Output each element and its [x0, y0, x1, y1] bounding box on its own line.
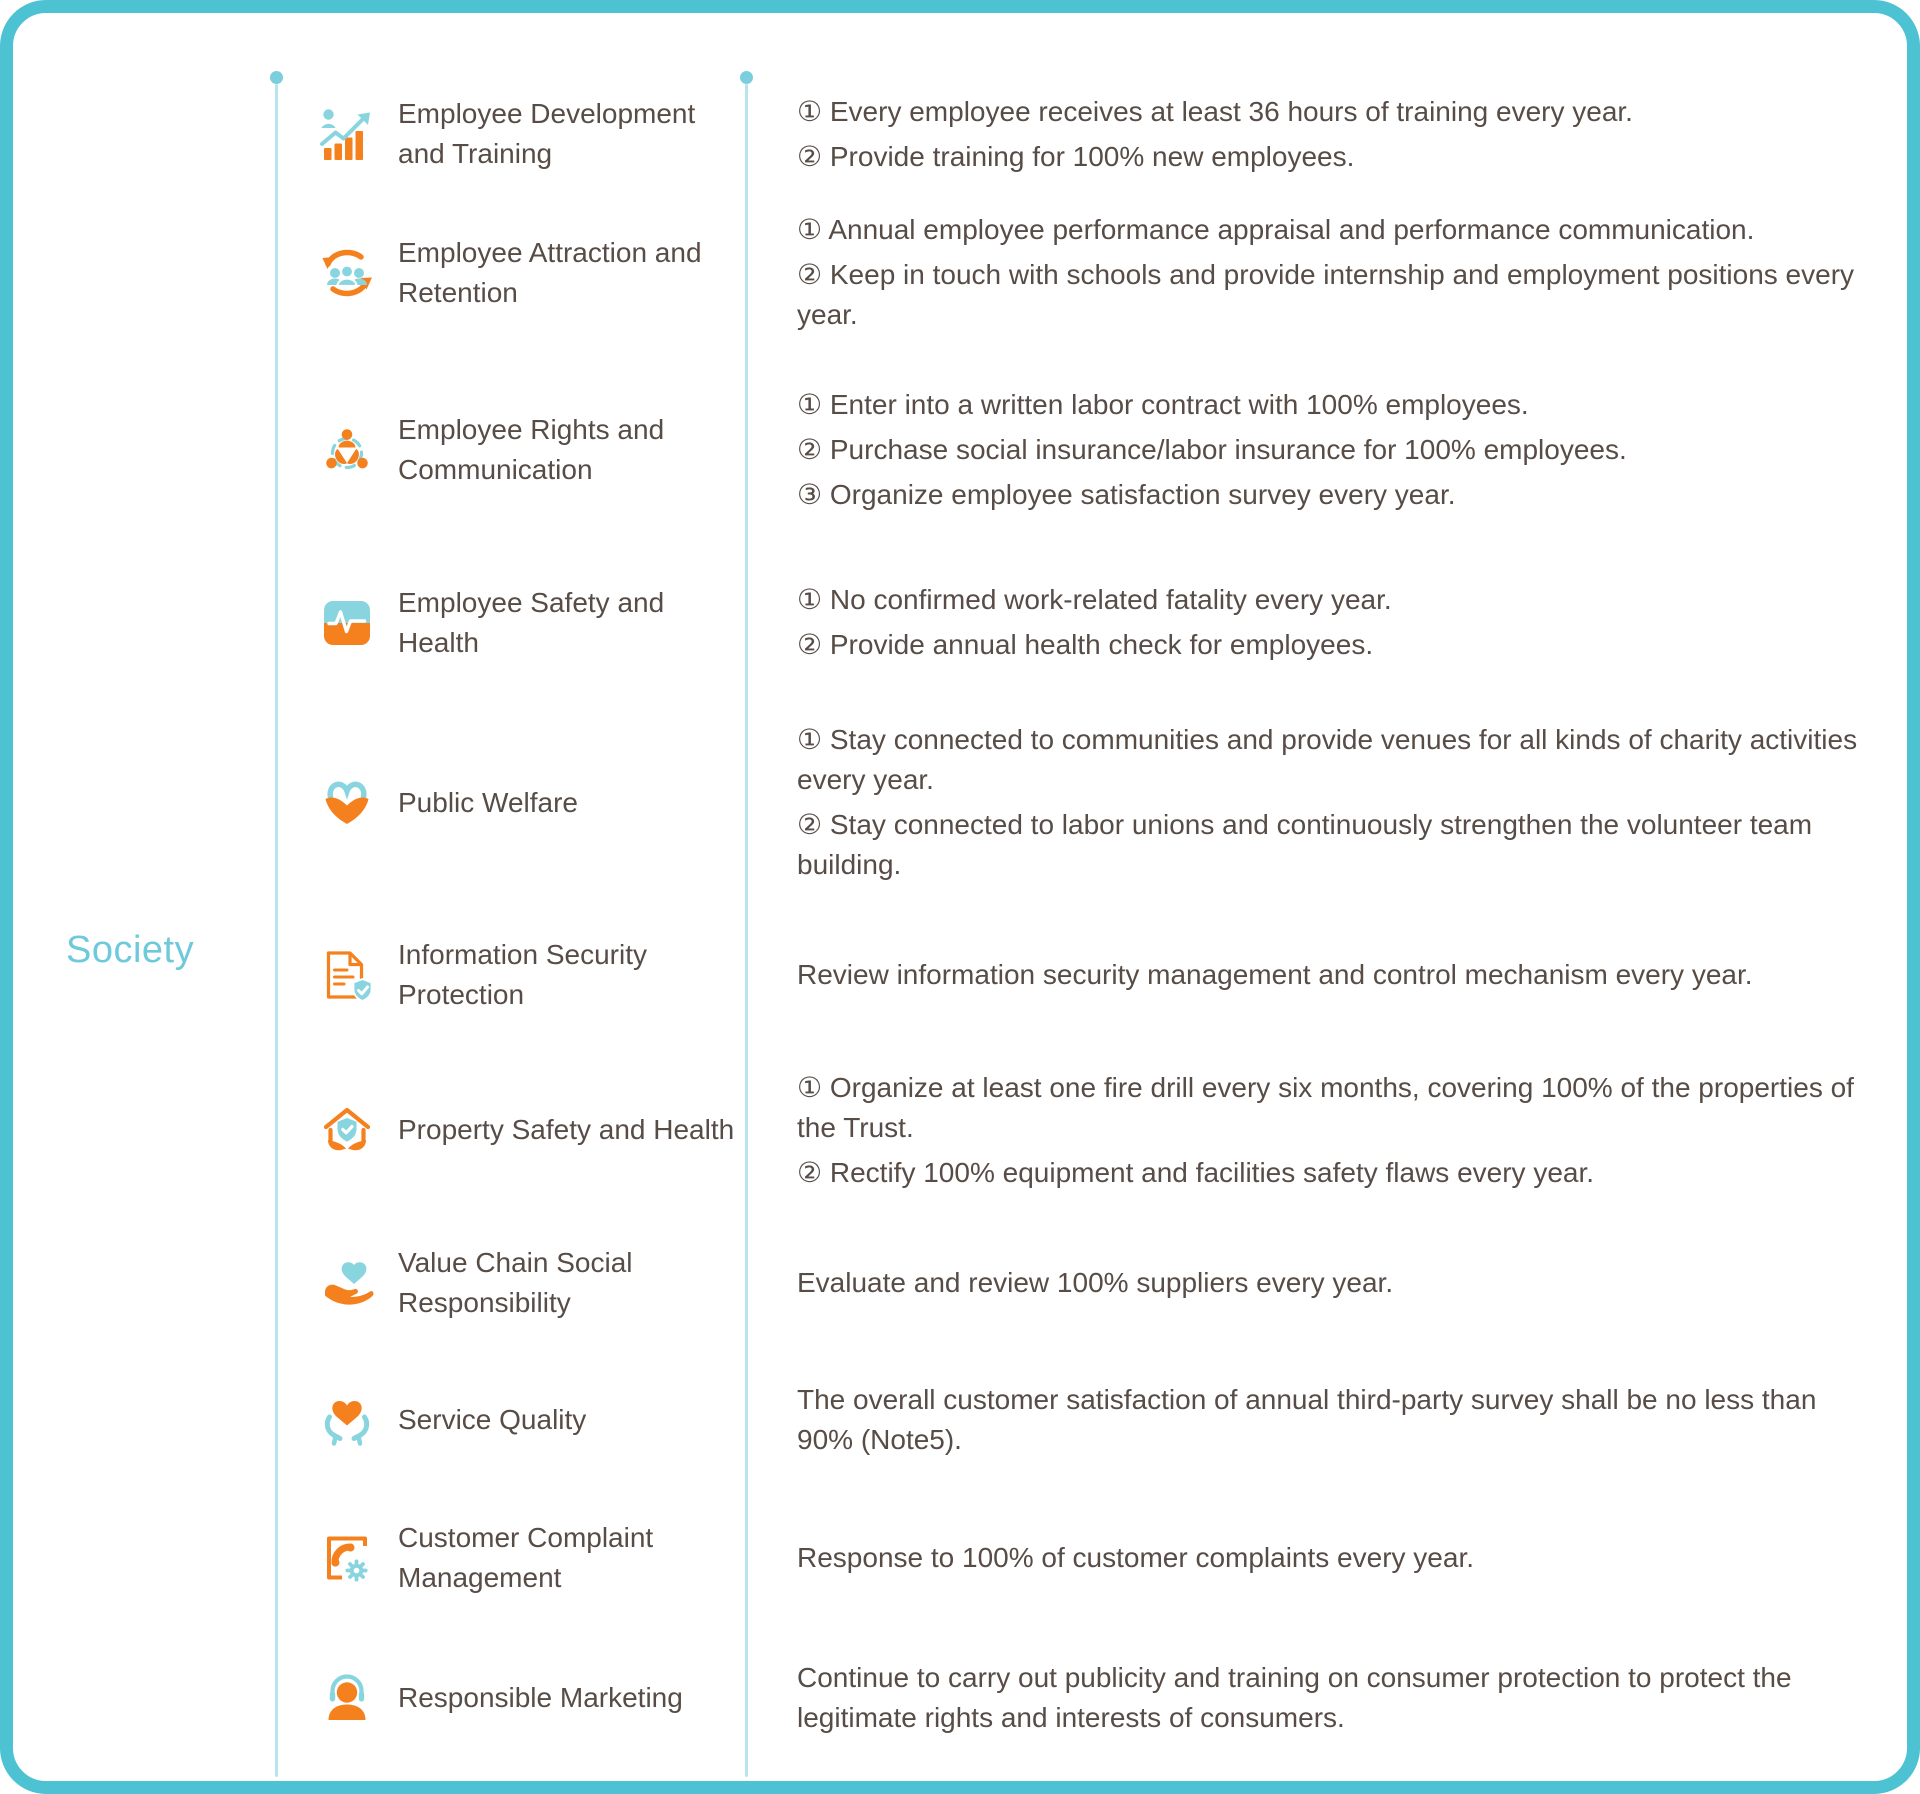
category-targets [747, 205, 1870, 340]
target-item: ① Stay connected to communities and provide venues for all kinds of charity activities every year. [797, 724, 1858, 795]
table-row [277, 1350, 1870, 1490]
category-cell [277, 94, 747, 174]
category-targets [747, 1653, 1870, 1743]
heart-hands-icon [320, 1393, 374, 1447]
support-agent-icon [320, 1671, 374, 1725]
category-cell [277, 1518, 747, 1598]
target-item: ① Every employee receives at least 36 hours of training every year. [797, 95, 1633, 127]
category-cell [277, 935, 747, 1015]
category-cell [277, 233, 747, 313]
target-item: ② Provide annual health check for employees. [797, 629, 1374, 660]
table-row [277, 355, 1870, 545]
target-item: Response to 100% of customer complaints every year. [797, 1541, 1475, 1573]
target-item: ③ Organize employee satisfaction survey every year. [797, 479, 1456, 510]
category-label: Information Security Protection [398, 939, 647, 1010]
category-targets [747, 1063, 1870, 1198]
category-targets [747, 715, 1870, 890]
category-label: Employee Development and Training [398, 98, 696, 169]
house-shield-icon [320, 1103, 374, 1157]
secure-document-icon [320, 948, 374, 1002]
target-item: ② Provide training for 100% new employees. [797, 140, 1355, 172]
heartbeat-monitor-icon [320, 596, 374, 650]
heart-hand-icon [320, 776, 374, 830]
table-row [277, 905, 1870, 1045]
table-row [277, 78, 1870, 190]
category-label: Employee Attraction and Retention [398, 236, 702, 308]
category-label: Employee Rights and Communication [398, 414, 665, 485]
target-item: Evaluate and review 100% suppliers every year. [797, 1266, 1394, 1298]
growth-chart-icon [320, 107, 374, 161]
category-cell [277, 410, 747, 490]
target-item: ① Annual employee performance appraisal and performance communication. [797, 214, 1755, 245]
target-item: Review information security management and control mechanism every year. [797, 959, 1753, 990]
category-label: Property Safety and Health [398, 1114, 735, 1145]
category-label: Service Quality [398, 1404, 587, 1435]
category-cell [277, 1393, 747, 1447]
table-row [277, 700, 1870, 905]
category-targets [747, 87, 1870, 182]
society-table [277, 78, 1870, 1770]
category-cell [277, 776, 747, 830]
category-targets [747, 380, 1870, 520]
category-targets [747, 1375, 1870, 1465]
table-row [277, 1045, 1870, 1215]
category-label: Responsible Marketing [398, 1681, 683, 1713]
category-label: Public Welfare [398, 786, 579, 818]
category-label: Customer Complaint Management [398, 1521, 654, 1593]
circular-arrows-people-icon [320, 246, 374, 300]
target-item: The overall customer satisfaction of annual third-party survey shall be no less than 90% (Note5). [797, 1384, 1817, 1455]
target-item: ② Keep in touch with schools and provide internship and employment positions every year. [797, 259, 1855, 330]
category-label: Value Chain Social Responsibility [398, 1246, 633, 1318]
category-targets [747, 950, 1870, 1000]
category-cell [277, 1671, 747, 1725]
target-item: ② Rectify 100% equipment and facilities safety flaws every year. [797, 1156, 1595, 1188]
category-targets [747, 575, 1870, 670]
target-item: ① Enter into a written labor contract with 100% employees. [797, 389, 1529, 420]
category-label: Employee Safety and Health [398, 586, 665, 658]
category-cell [277, 583, 747, 663]
table-row [277, 1490, 1870, 1625]
category-cell [277, 1243, 747, 1323]
table-row [277, 1625, 1870, 1770]
phone-gear-icon [320, 1531, 374, 1585]
target-item: ② Purchase social insurance/labor insurance for 100% employees. [797, 434, 1627, 465]
table-row [277, 545, 1870, 700]
target-item: ① No confirmed work-related fatality every year. [797, 584, 1392, 615]
table-row [277, 1215, 1870, 1350]
hand-heart-icon [320, 1256, 374, 1310]
people-circle-icon [320, 423, 374, 477]
target-item: ② Stay connected to labor unions and continuously strengthen the volunteer team building. [797, 809, 1813, 880]
target-item: Continue to carry out publicity and training on consumer protection to protect the legitimate rights and interests of consumers. [797, 1661, 1792, 1733]
target-item: ① Organize at least one fire drill every six months, covering 100% of the properties of the Trust. [797, 1071, 1854, 1143]
table-row [277, 190, 1870, 355]
category-targets [747, 1258, 1870, 1308]
category-cell [277, 1103, 747, 1157]
category-targets [747, 1533, 1870, 1583]
section-label: Society [66, 929, 195, 971]
